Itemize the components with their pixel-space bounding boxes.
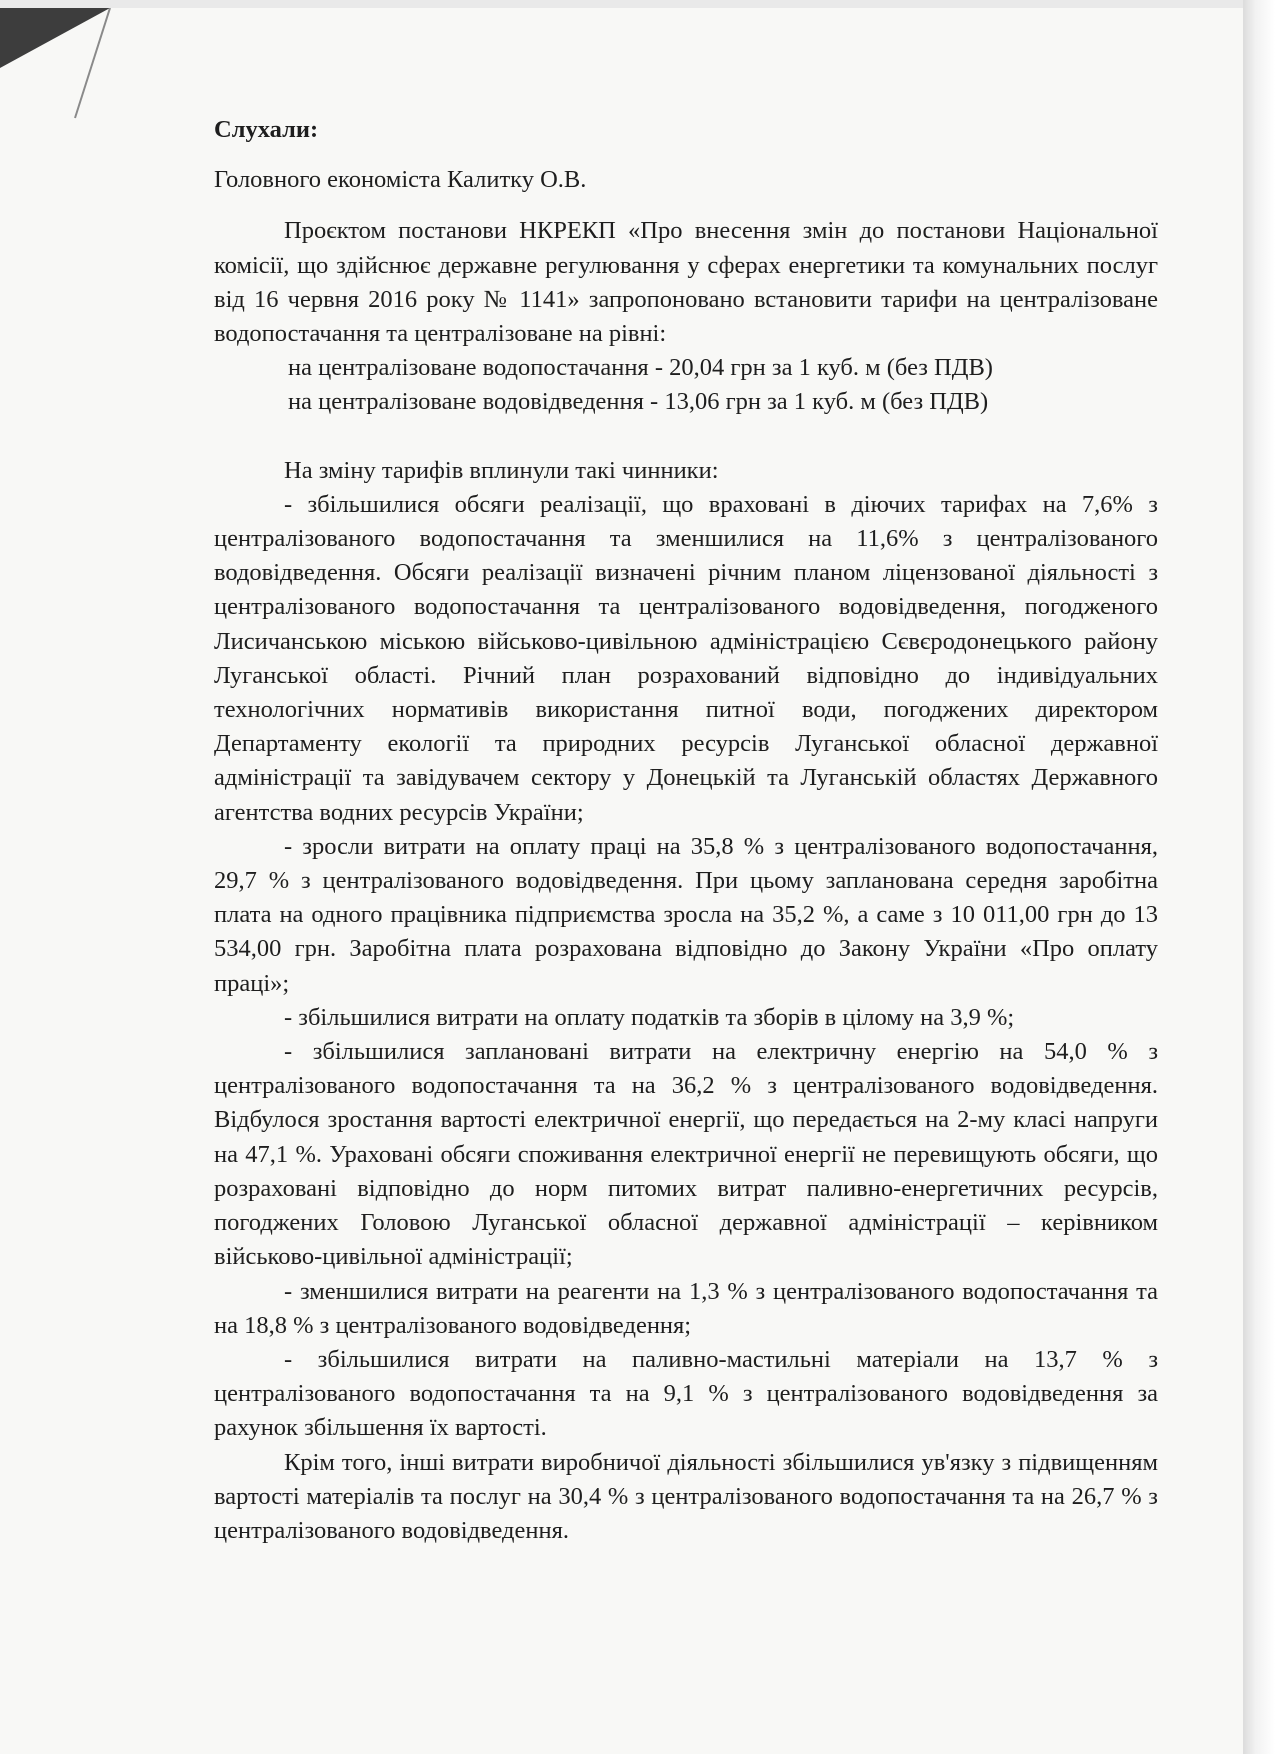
conclusion-paragraph: Крім того, інші витрати виробничої діяльності збільшилися ув'язку з підвищенням вартості матеріалів та послуг на 30,4 % з централізованого водопостачання та на 26,7 % з централізованого водовідведення.: [214, 1448, 1158, 1544]
rate-water-supply: на централізоване водопостачання - 20,04 грн за 1 куб. м (без ПДВ): [288, 354, 993, 382]
speaker-line: Головного економіста Калитку О.В.: [214, 166, 587, 194]
rate-wastewater: на централізоване водовідведення - 13,06 грн за 1 куб. м (без ПДВ): [288, 388, 989, 416]
factor-item: - збільшилися витрати на паливно-мастильні матеріали на 13,7 % з централізованого водопостачання та на 9,1 % з централізованого водовідведення за рахунок збільшення їх вартості.: [214, 1345, 1158, 1442]
section-heading: Слухали:: [214, 116, 319, 143]
factor-item: - збільшилися витрати на оплату податків та зборів в цілому на 3,9 %;: [284, 1003, 1015, 1031]
factor-item: - зросли витрати на оплату праці на 35,8 % з централізованого водопостачання, 29,7 % з централізованого водовідведення. При цьому запланована середня заробітна плата на одного працівника підприємства зросла на 35,2 %, а саме з 10 011,00 грн до 13 534,00 грн. Заробітна плата розрахована відповідно до Закону України «Про оплату праці»;: [214, 832, 1158, 997]
factor-item: - зменшилися витрати на реагенти на 1,3 % з централізованого водопостачання та на 18,8 % з централізованого водовідведення;: [214, 1277, 1158, 1339]
scan-corner-shadow: [0, 8, 120, 128]
document-body: [214, 113, 1158, 1548]
scan-right-edge: [1243, 0, 1275, 1754]
factors-intro: На зміну тарифів вплинули такі чинники:: [284, 456, 719, 484]
intro-paragraph: Проєктом постанови НКРЕКП «Про внесення змін до постанови Національної комісії, що здійснює державне регулювання у сферах енергетики та комунальних послуг від 16 червня 2016 року № 1141» запропоновано встановити тарифи на централізоване водопостачання та централізоване на рівні:: [214, 217, 1158, 348]
factor-item: - збільшилися обсяги реалізації, що враховані в діючих тарифах на 7,6% з централізованого водопостачання та зменшилися на 11,6% з централізованого водовідведення. Обсяги реалізації визначені річним планом ліцензованої діяльності з централізованого водопостачання та централізованого водовідведення, погодженого Лисичанською міською військово-цивільною адміністрацією Сєвєродонецького району Луганської області. Річний план розрахований відповідно до індивідуальних технологічних нормативів використання питної води, погоджених директором Департаменту екології та природних ресурсів Луганської обласної державної адміністрації та завідувачем сектору у Донецькій та Луганській областях Державного агентства водних ресурсів України;: [214, 490, 1158, 826]
factor-item: - збільшилися заплановані витрати на електричну енергію на 54,0 % з централізованого водопостачання та на 36,2 % з централізованого водовідведення. Відбулося зростання вартості електричної енергії, що передається на 2-му класі напруги на 47,1 %. Ураховані обсяги споживання електричної енергії не перевищують обсяги, що розраховані відповідно до норм питомих витрат паливно-енергетичних ресурсів, погоджених Головою Луганської обласної державної адміністрації – керівником військово-цивільної адміністрації;: [214, 1038, 1158, 1271]
document-page: [0, 8, 1243, 1754]
